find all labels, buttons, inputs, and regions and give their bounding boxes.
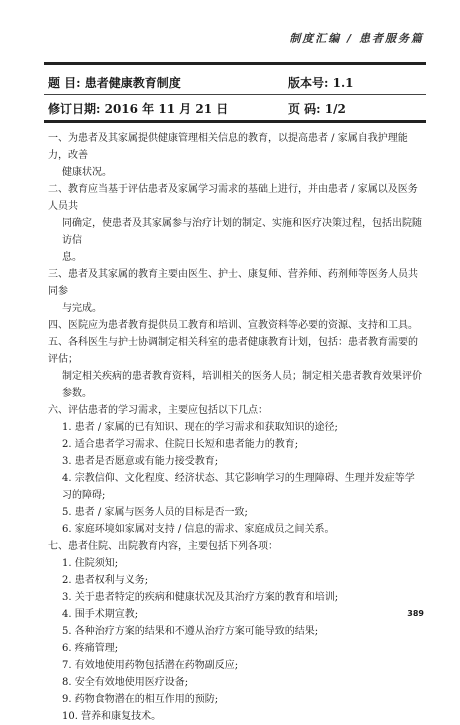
list-item — [48, 623, 424, 640]
list-item — [48, 640, 424, 657]
paragraph — [48, 181, 424, 266]
text-line: 3. 患者是否愿意或有能力接受教育; — [62, 456, 219, 467]
text-line: 7. 有效地使用药物包括潜在药物副反应; — [62, 660, 239, 671]
text-line: 4. 宗教信仰、文化程度、经济状态、其它影响学习的生理障碍、生理并发症等学习的障碍; — [62, 473, 415, 501]
text-line: 三、患者及其家属的教育主要由医生、护士、康复师、营养师、药剂师等医务人员共同参 — [48, 269, 418, 297]
list-item — [48, 589, 424, 606]
list-item — [48, 691, 424, 708]
document-title: 题 目: 患者健康教育制度 — [48, 76, 181, 90]
text-line: 二、教育应当基于评估患者及家属学习需求的基础上进行，并由患者 / 家属以及医务人员共 — [48, 184, 418, 212]
text-line: 一、为患者及其家属提供健康管理相关信息的教育，以提高患者 / 家属自我护理能力，改善 — [48, 133, 408, 161]
list-item — [48, 419, 424, 436]
text-line: 七、患者住院、出院教育内容，主要包括下列各项： — [48, 541, 278, 552]
text-line: 健康状况。 — [62, 167, 112, 178]
paragraph — [48, 130, 424, 181]
list-item — [48, 674, 424, 691]
text-line: 5. 患者 / 家属与医务人员的目标是否一致; — [62, 507, 248, 518]
header-row-1 — [48, 74, 424, 91]
text-line: 8. 安全有效地使用医疗设备; — [62, 677, 189, 688]
version-number: 版本号: 1.1 — [288, 76, 354, 90]
page-indicator: 页 码: 1/2 — [288, 102, 346, 116]
paragraph — [48, 334, 424, 402]
text-line: 6. 家庭环境如家属对支持 / 信息的需求、家庭成员之间关系。 — [62, 524, 335, 535]
text-line: 六、评估患者的学习需求，主要应包括以下几点： — [48, 405, 268, 416]
revision-date: 修订日期: 2016 年 11 月 21 日 — [48, 102, 229, 116]
document-body — [48, 130, 424, 725]
text-line: 五、各科医生与护士协调制定相关科室的患者健康教育计划，包括：患者教育需要的评估； — [48, 337, 418, 365]
header-rule-top — [44, 62, 426, 65]
text-line: 2. 适合患者学习需求、住院日长短和患者能力的教育; — [62, 439, 299, 450]
list-item — [48, 521, 424, 538]
list-item — [48, 657, 424, 674]
paragraph — [48, 266, 424, 317]
collection-label: 制度汇编 / 患者服务篇 — [289, 32, 424, 45]
header-row-2 — [48, 100, 424, 117]
list-item — [48, 572, 424, 589]
list-item — [48, 470, 424, 504]
text-line: 5. 各种治疗方案的结果和不遵从治疗方案可能导致的结果; — [62, 626, 319, 637]
list-item — [48, 606, 424, 623]
paragraph — [48, 402, 424, 419]
text-line: 9. 药物食物潜在的相互作用的预防; — [62, 694, 219, 705]
list-item — [48, 453, 424, 470]
paragraph — [48, 538, 424, 555]
text-line: 1. 住院须知; — [62, 558, 119, 569]
text-line: 6. 疼痛管理; — [62, 643, 119, 654]
text-line: 4. 围手术期宣教; — [62, 609, 139, 620]
text-line: 1. 患者 / 家属的已有知识、现在的学习需求和获取知识的途径; — [62, 422, 338, 433]
list-item — [48, 436, 424, 453]
paragraph — [48, 317, 424, 334]
text-line: 10. 营养和康复技术。 — [62, 711, 162, 722]
page-number: 389 — [407, 609, 424, 618]
list-item — [48, 555, 424, 572]
list-item — [48, 708, 424, 725]
text-line: 2. 患者权利与义务; — [62, 575, 149, 586]
text-line: 制定相关疾病的患者教育资料，培训相关的医务人员；制定相关患者教育效果评价参数。 — [62, 371, 422, 399]
header-rule-bottom — [44, 120, 426, 123]
text-line: 息。 — [62, 252, 82, 263]
text-line: 四、医院应为患者教育提供员工教育和培训、宣教资料等必要的资源、支持和工具。 — [48, 320, 418, 331]
text-line: 3. 关于患者特定的疾病和健康状况及其治疗方案的教育和培训; — [62, 592, 339, 603]
text-line: 同确定，使患者及其家属参与治疗计划的制定、实施和医疗决策过程，包括出院随访信 — [62, 218, 422, 246]
list-item — [48, 504, 424, 521]
text-line: 与完成。 — [62, 303, 102, 314]
header-rule-middle — [44, 94, 426, 95]
